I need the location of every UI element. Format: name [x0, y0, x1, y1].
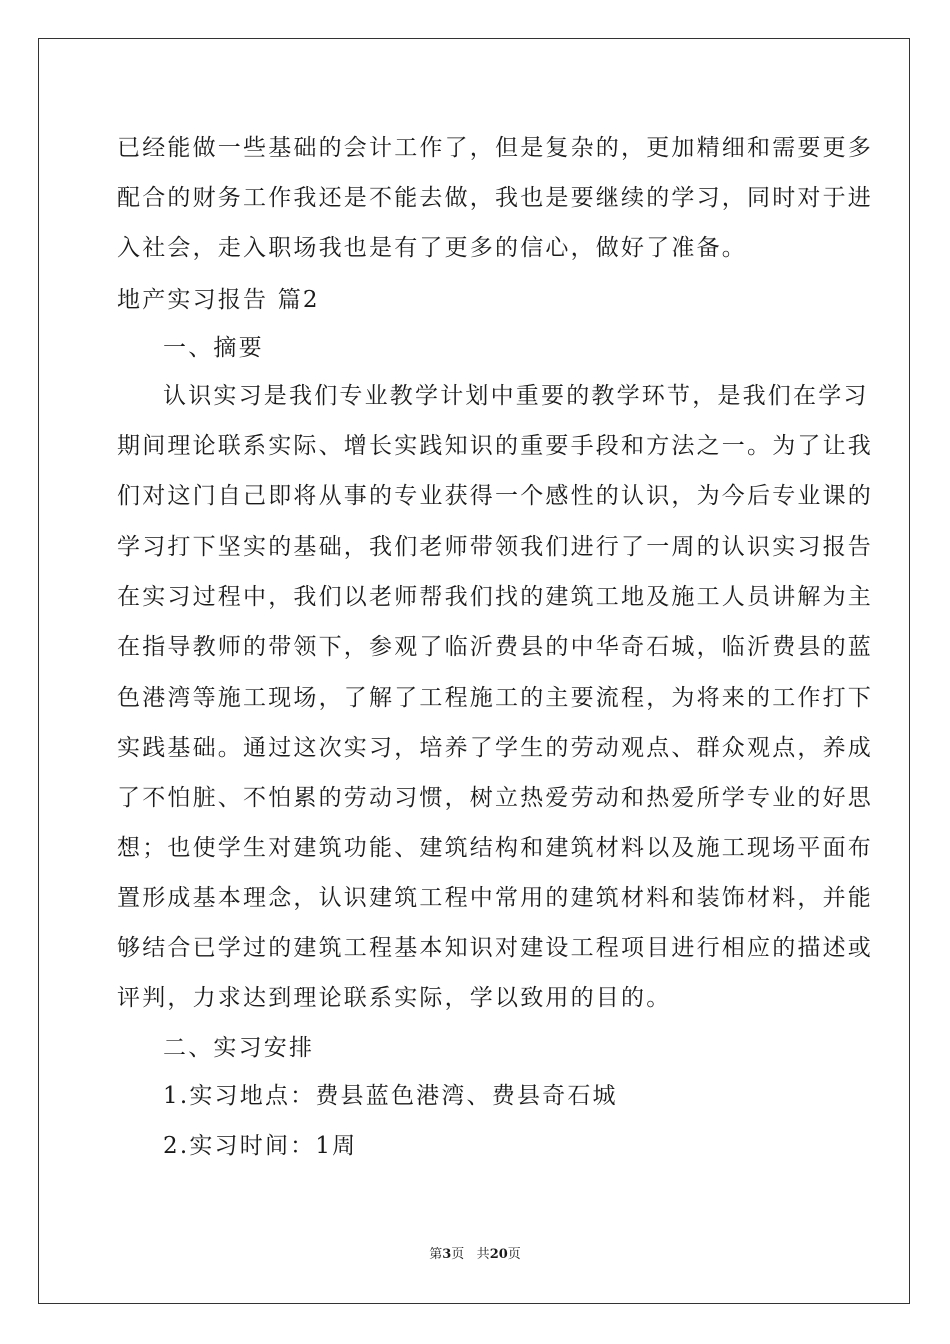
total-page-count: 20 [489, 1247, 508, 1262]
text-line: 想；也使学生对建筑功能、建筑结构和建筑材料以及施工现场平面布 [117, 835, 873, 861]
footer-total-suffix: 页 [507, 1247, 521, 1262]
current-page-number: 3 [442, 1247, 452, 1262]
text-line: 入社会，走入职场我也是有了更多的信心，做好了准备。 [117, 235, 747, 261]
footer-prefix: 第 [429, 1247, 443, 1262]
subheading-abstract: 一、摘要 [163, 335, 264, 361]
text-line: 学习打下坚实的基础，我们老师带领我们进行了一周的认识实习报告 [117, 534, 873, 560]
text-line: 期间理论联系实际、增长实践知识的重要手段和方法之一。为了让我 [117, 433, 873, 459]
text-line: 配合的财务工作我还是不能去做，我也是要继续的学习，同时对于进 [117, 185, 873, 211]
text-line: 了不怕脏、不怕累的劳动习惯，树立热爱劳动和热爱所学专业的好思 [117, 785, 873, 811]
text-line: 们对这门自己即将从事的专业获得一个感性的认识，为今后专业课的 [117, 483, 873, 509]
text-line: 评判，力求达到理论联系实际，学以致用的目的。 [117, 985, 672, 1011]
subheading-arrangement: 二、实习安排 [163, 1035, 315, 1061]
text-line: 已经能做一些基础的会计工作了，但是复杂的，更加精细和需要更多 [117, 135, 873, 161]
text-line: 够结合已学过的建筑工程基本知识对建设工程项目进行相应的描述或 [117, 935, 873, 961]
text-line: 认识实习是我们专业教学计划中重要的教学环节，是我们在学习 [163, 383, 869, 409]
list-item: 2.实习时间：1周 [163, 1133, 358, 1159]
text-line: 在指导教师的带领下，参观了临沂费县的中华奇石城，临沂费县的蓝 [117, 634, 873, 660]
list-item: 1.实习地点：费县蓝色港湾、费县奇石城 [163, 1083, 618, 1109]
text-line: 在实习过程中，我们以老师帮我们找的建筑工地及施工人员讲解为主 [117, 584, 873, 610]
footer-total-prefix: 共 [476, 1247, 490, 1262]
page-footer [0, 1246, 950, 1264]
text-line: 色港湾等施工现场，了解了工程施工的主要流程，为将来的工作打下 [117, 685, 873, 711]
page-frame [38, 38, 910, 1304]
section-heading: 地产实习报告 篇2 [117, 287, 320, 313]
text-line: 实践基础。通过这次实习，培养了学生的劳动观点、群众观点，养成 [117, 735, 873, 761]
footer-page-suffix: 页 [451, 1247, 465, 1262]
text-line: 置形成基本理念，认识建筑工程中常用的建筑材料和装饰材料，并能 [117, 885, 873, 911]
